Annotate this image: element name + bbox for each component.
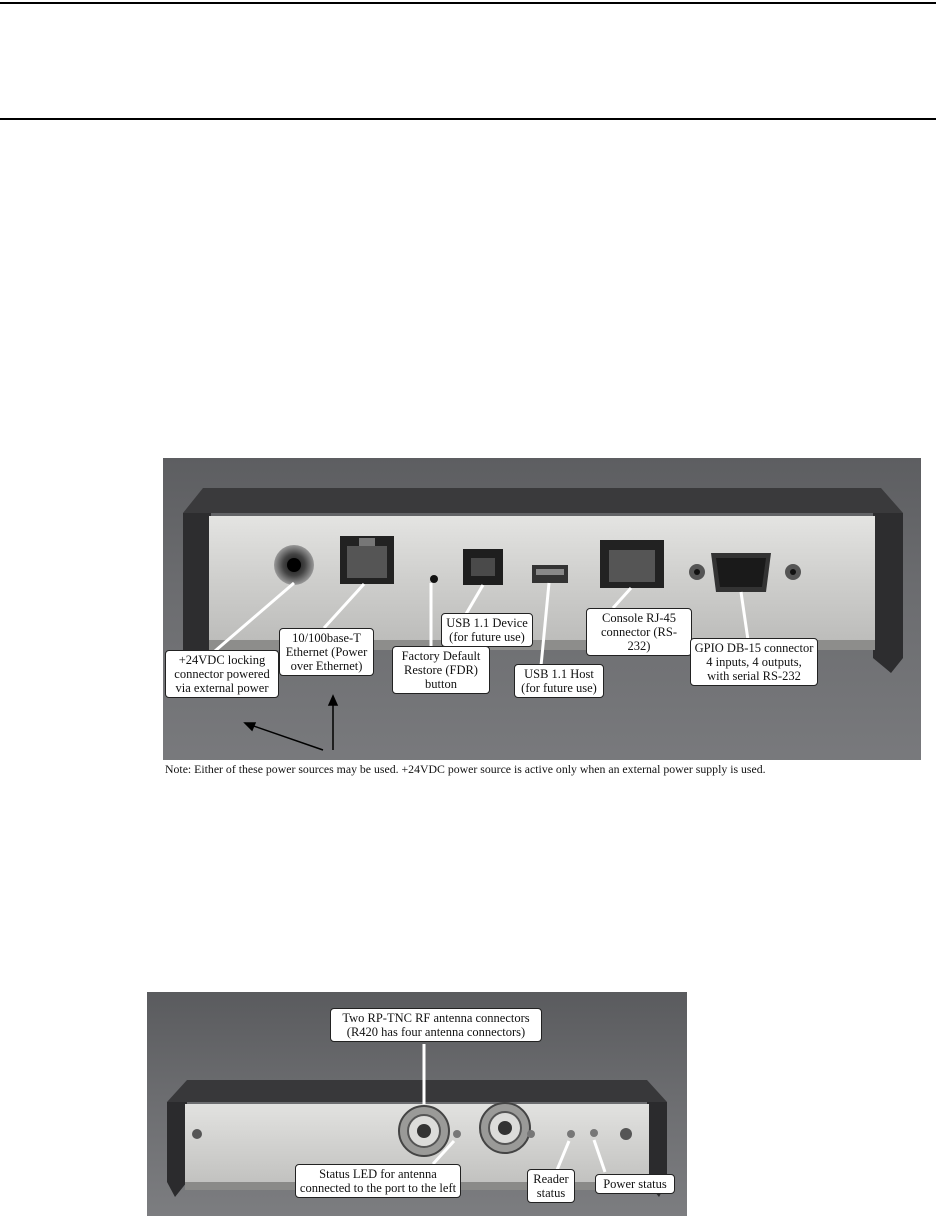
front-housing-top: [167, 1080, 667, 1102]
right-flange: [873, 513, 903, 673]
antenna-connector-2: [480, 1103, 530, 1153]
callout-status-led: Status LED for antenna connected to the port to the left: [295, 1164, 461, 1198]
reader-status-led: [567, 1130, 575, 1138]
fdr-hole: [430, 575, 438, 583]
left-flange: [183, 513, 211, 673]
callout-reader-status: Reader status: [527, 1169, 575, 1203]
callout-usb-host: USB 1.1 Host (for future use): [514, 664, 604, 698]
callout-gpio: GPIO DB-15 connector 4 inputs, 4 outputs, with serial RS-232: [690, 638, 818, 686]
rear-panel-photo: [163, 458, 921, 780]
power-status-led: [590, 1129, 598, 1137]
front-panel-photo: [147, 992, 687, 1216]
power-note-arrows: [245, 696, 337, 750]
antenna-led-1: [453, 1130, 461, 1138]
callout-power-status: Power status: [595, 1174, 675, 1194]
header-rule-top: [0, 2, 936, 4]
power-sources-note: Note: Either of these power sources may be used. +24VDC power source is active only when an external power supply is used.: [163, 760, 921, 780]
callout-usb-device: USB 1.1 Device (for future use): [441, 613, 533, 647]
callout-fdr-button: Factory Default Restore (FDR) button: [392, 646, 490, 694]
callout-console: Console RJ-45 connector (RS-232): [586, 608, 692, 656]
rear-panel-illustration: [163, 458, 921, 780]
antenna-led-2: [527, 1130, 535, 1138]
header-rule-bottom: [0, 118, 936, 120]
rear-housing-top: [183, 488, 903, 513]
callout-antenna-connectors: Two RP-TNC RF antenna connectors (R420 has four antenna connectors): [330, 1008, 542, 1042]
antenna-connector-1: [399, 1106, 449, 1156]
callout-ethernet: 10/100base-T Ethernet (Power over Ethernet): [279, 628, 374, 676]
callout-power-connector: +24VDC locking connector powered via external power: [165, 650, 279, 698]
